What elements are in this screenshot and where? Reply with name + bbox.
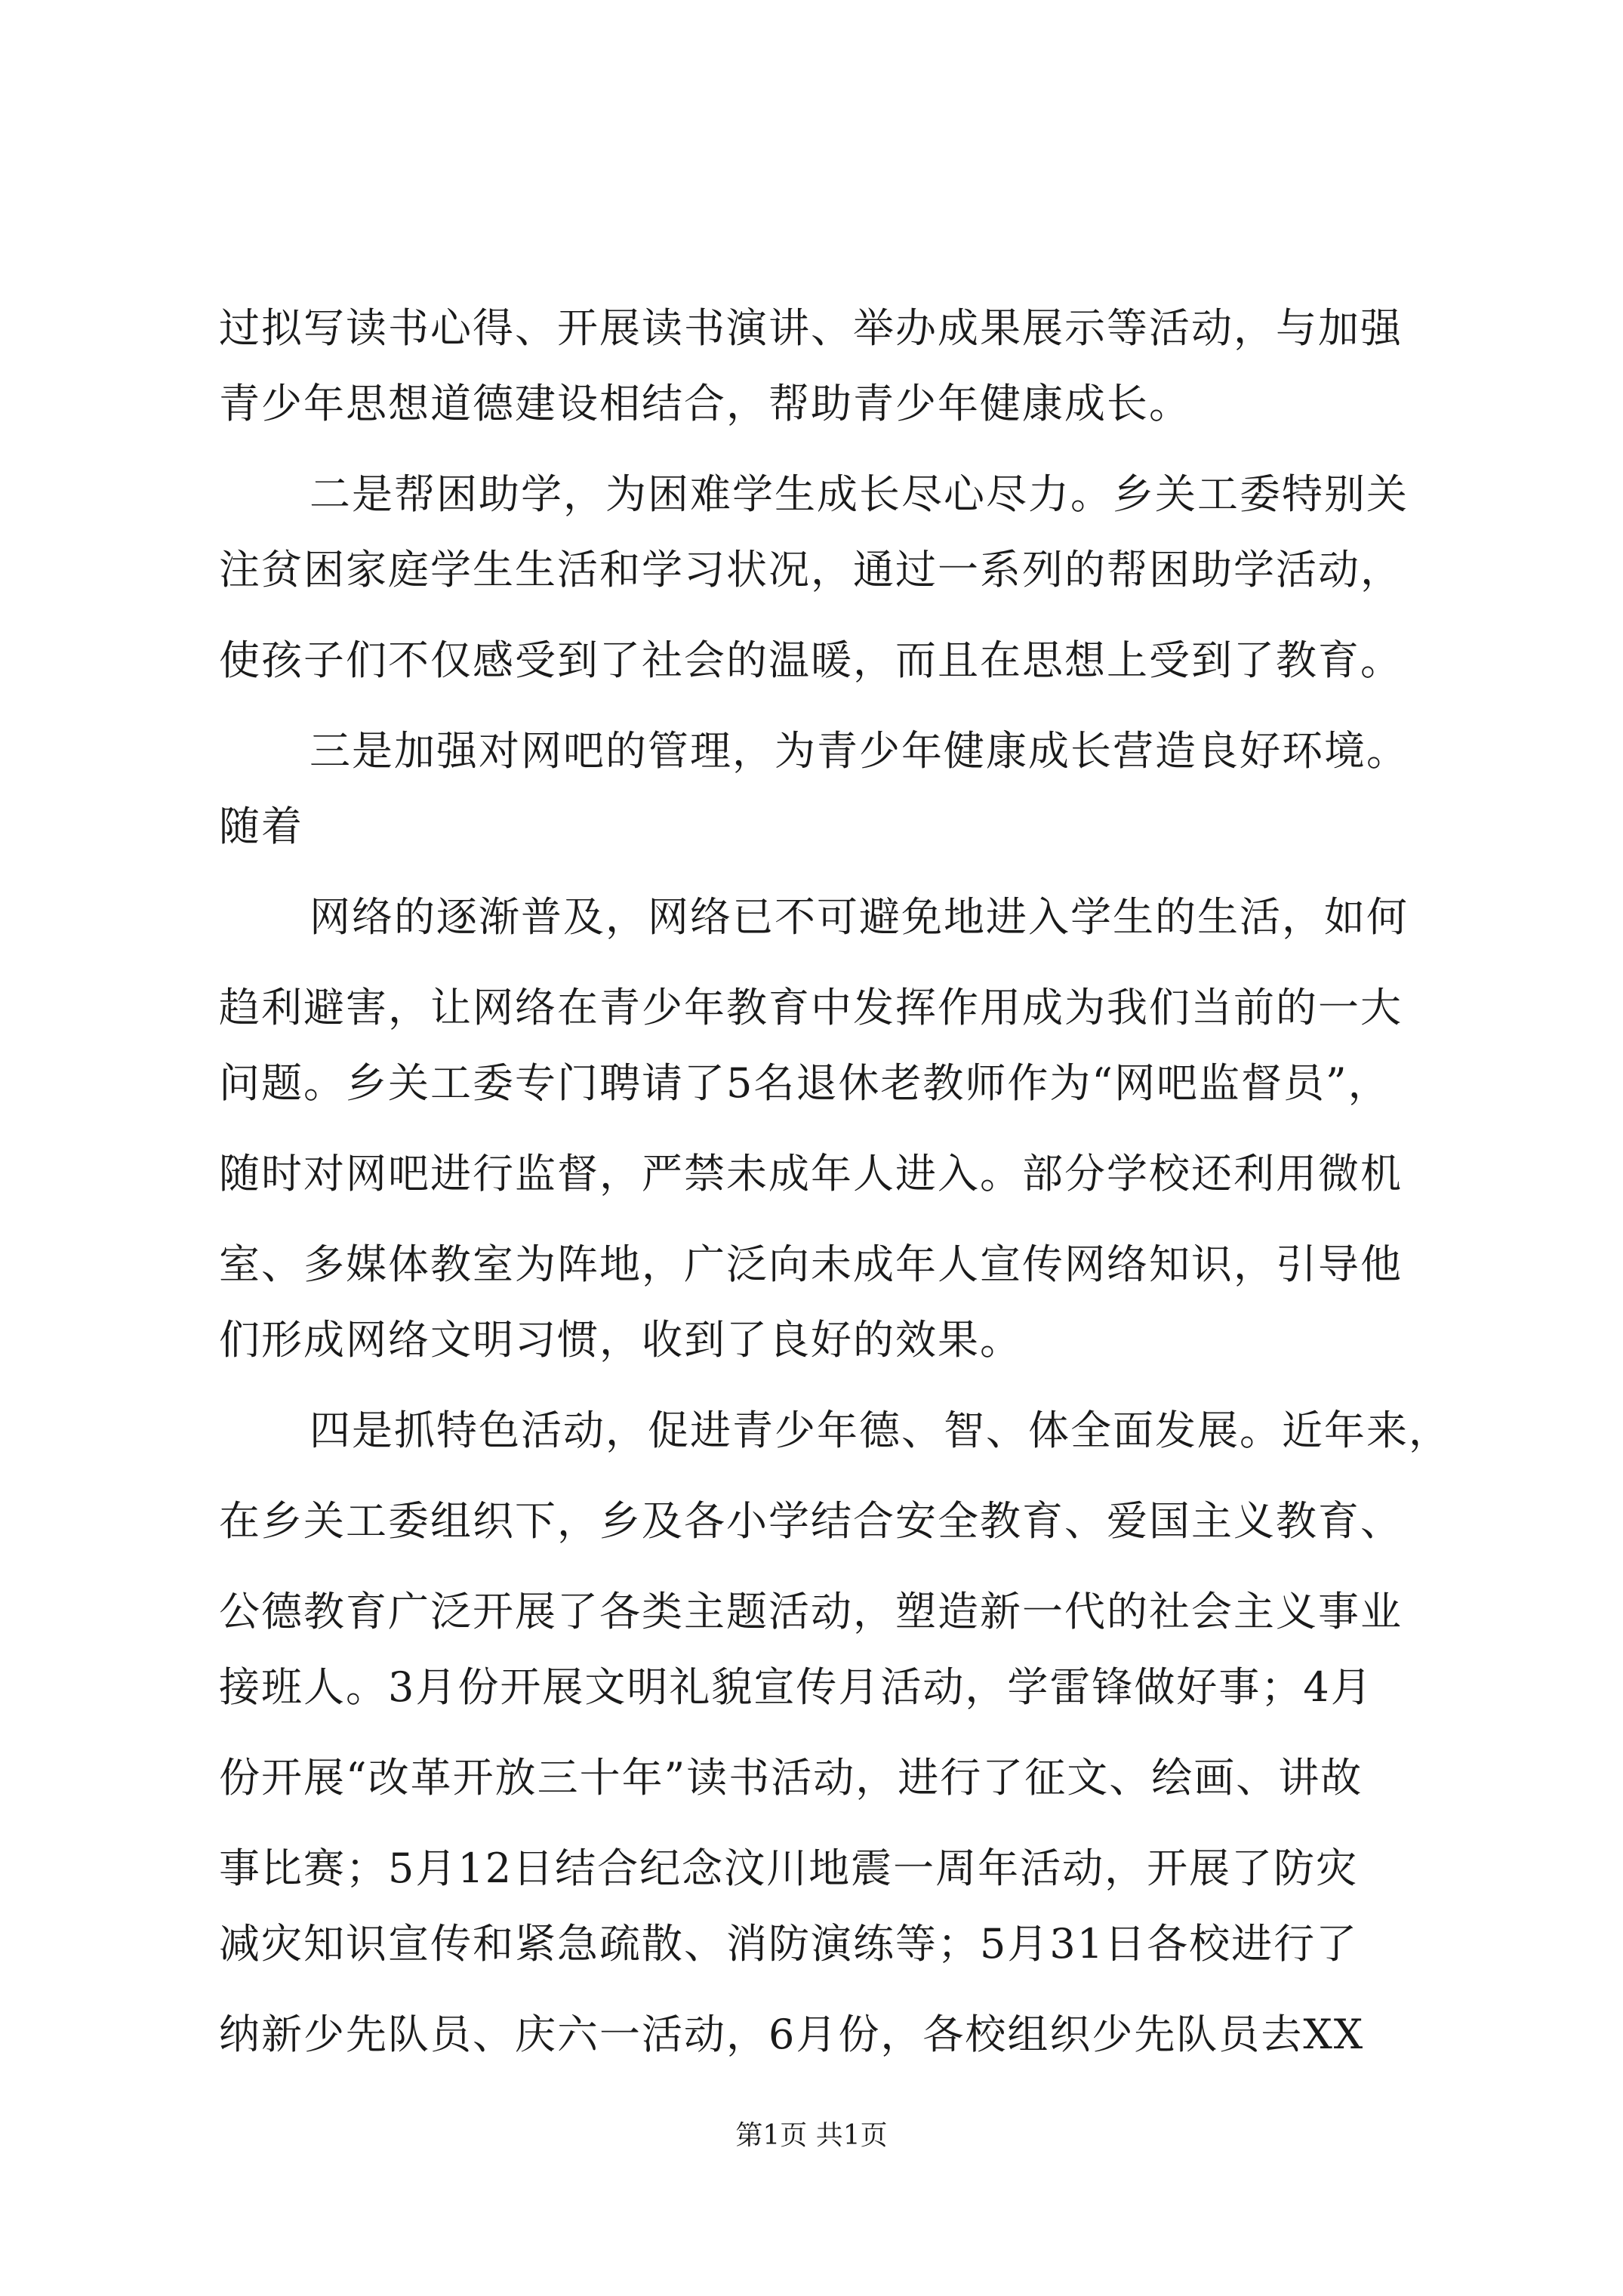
text-line: 青少年思想道德建设相结合，帮助青少年健康成长。 — [219, 380, 1191, 427]
paragraph-start-line: 四是抓特色活动，促进青少年德、智、体全面发展。近年来， — [310, 1407, 1451, 1454]
paragraph-start-line: 三是加强对网吧的管理，为青少年健康成长营造良好环境。 — [310, 727, 1409, 775]
text-line: 接班人。3月份开展文明礼貌宣传月活动，学雷锋做好事；4月 — [219, 1663, 1373, 1711]
text-line: 随时对网吧进行监督，严禁未成年人进入。部分学校还利用微机 — [219, 1150, 1403, 1197]
text-line: 室、多媒体教室为阵地，广泛向未成年人宣传网络知识，引导他 — [219, 1240, 1403, 1288]
text-line: 们形成网络文明习惯，收到了良好的效果。 — [219, 1316, 1022, 1364]
text-line: 公德教育广泛开展了各类主题活动，塑造新一代的社会主义事业 — [219, 1588, 1403, 1635]
text-line: 事比赛；5月12日结合纪念汶川地震一周年活动，开展了防灾 — [219, 1845, 1359, 1892]
page-number-footer: 第1页 共1页 — [735, 2120, 888, 2151]
text-line: 问题。乡关工委专门聘请了5名退休老教师作为“网吧监督员”， — [219, 1059, 1390, 1107]
text-line: 过拟写读书心得、开展读书演讲、举办成果展示等活动，与加强 — [219, 304, 1403, 352]
text-line: 趋利避害，让网络在青少年教育中发挥作用成为我们当前的一大 — [219, 984, 1403, 1031]
paragraph-start-line: 网络的逐渐普及，网络已不可避免地进入学生的生活，如何 — [310, 893, 1409, 941]
text-line: 减灾知识宣传和紧急疏散、消防演练等；5月31日各校进行了 — [219, 1920, 1359, 1968]
paragraph-start-line: 二是帮困助学，为困难学生成长尽心尽力。乡关工委特别关 — [310, 470, 1409, 518]
text-line: 份开展“改革开放三十年”读书活动，进行了征文、绘画、讲故 — [219, 1754, 1363, 1801]
text-line: 注贫困家庭学生生活和学习状况，通过一系列的帮困助学活动， — [219, 546, 1403, 593]
text-line: 随着 — [219, 803, 303, 850]
text-line: 使孩子们不仅感受到了社会的温暖，而且在思想上受到了教育。 — [219, 636, 1403, 684]
text-line: 在乡关工委组织下，乡及各小学结合安全教育、爱国主义教育、 — [219, 1497, 1403, 1545]
text-line: 纳新少先队员、庆六一活动，6月份，各校组织少先队员去XX — [219, 2011, 1365, 2058]
